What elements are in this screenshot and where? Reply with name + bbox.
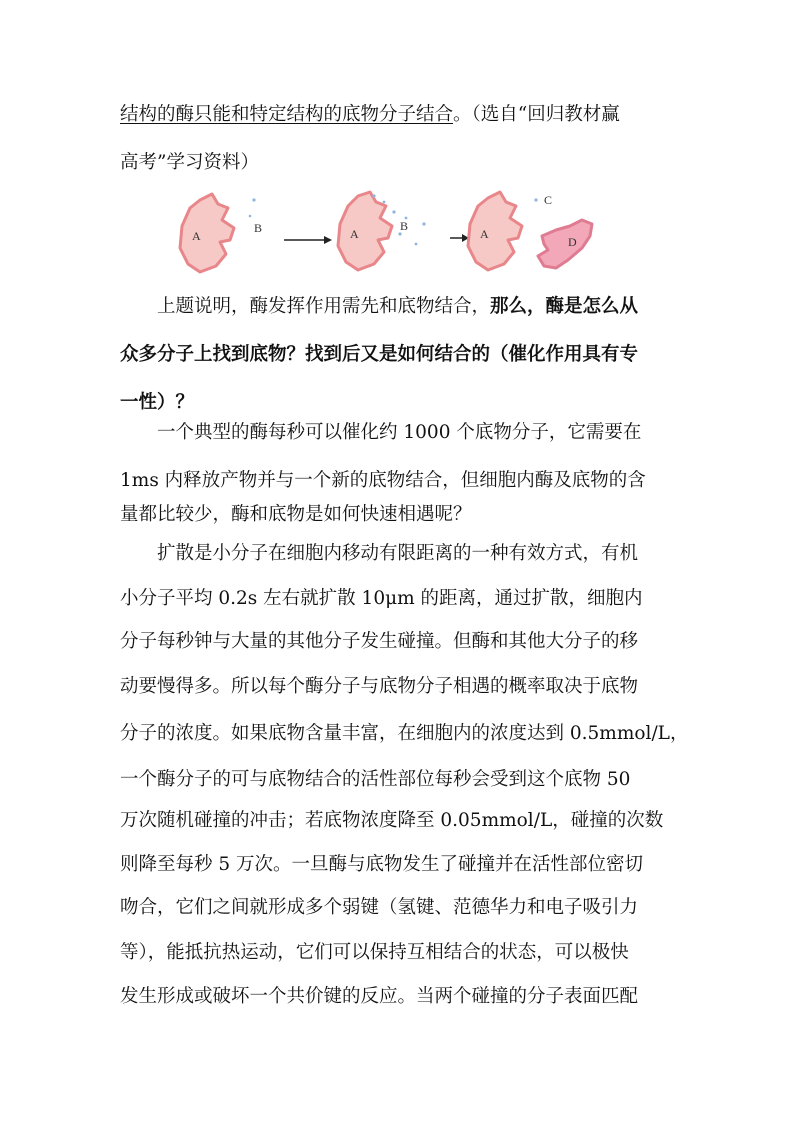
product-d-shape — [538, 220, 592, 268]
substrate-dot — [383, 201, 386, 204]
text-line — [120, 466, 646, 492]
text-line — [120, 500, 472, 526]
substrate-dot — [392, 210, 395, 213]
text-line — [120, 765, 630, 791]
text-segment: 1ms 内释放产物并与一个新的底物结合，但细胞内酶及底物的含 — [120, 470, 646, 491]
label-c: C — [544, 193, 553, 207]
text-line — [120, 672, 638, 698]
label-a1: A — [192, 229, 201, 243]
text-line — [120, 148, 259, 174]
text-segment: 动要慢得多。所以每个酶分子与底物分子相遇的概率取决于底物 — [120, 676, 639, 697]
label-b2: B — [400, 219, 409, 233]
label-a3: A — [480, 227, 489, 241]
text-segment: 则降至每秒 5 万次。一旦酶与底物发生了碰撞并在活性部位密切 — [120, 854, 644, 875]
text-line — [120, 806, 663, 832]
product-c-dot — [534, 198, 537, 201]
text-segment: 上题说明，酶发挥作用需先和底物结合， — [157, 296, 491, 317]
text-segment: 。（选自“回归教材赢 — [453, 104, 620, 125]
text-line — [157, 539, 638, 565]
text-segment: 万次随机碰撞的冲击；若底物浓度降至 0.05mmol/L，碰撞的次数 — [120, 810, 664, 831]
label-b1: B — [254, 221, 263, 235]
text-segment: 一个典型的酶每秒可以催化约 1000 个底物分子，它需要在 — [157, 422, 642, 443]
text-line — [120, 850, 643, 876]
text-segment: 等），能抵抗热运动，它们可以保持互相结合的状态，可以极快 — [120, 942, 629, 963]
text-segment: 发生形成或破坏一个共价键的反应。当两个碰撞的分子表面匹配 — [120, 986, 639, 1007]
enzyme-a2-shape — [338, 192, 392, 270]
text-line — [157, 418, 641, 444]
text-line — [120, 719, 688, 745]
text-line — [120, 938, 629, 964]
text-segment: 吻合，它们之间就形成多个弱键（氢键、范德华力和电子吸引力 — [120, 897, 639, 918]
text-line — [120, 340, 638, 366]
substrate-dot — [415, 243, 418, 246]
bold-text: 那么，酶是怎么从 — [490, 296, 639, 317]
arrow-1-head — [324, 236, 332, 244]
text-line — [120, 893, 638, 919]
text-segment: 分子的浓度。如果底物含量丰富，在细胞内的浓度达到 0.5mmol/L， — [120, 723, 689, 744]
substrate-dot — [252, 198, 255, 201]
text-line — [120, 627, 638, 653]
text-line — [157, 292, 638, 318]
label-d: D — [568, 235, 577, 249]
enzyme-a1-shape — [180, 194, 234, 272]
text-segment: 扩散是小分子在细胞内移动有限距离的一种有效方式，有机 — [157, 543, 639, 564]
substrate-dot — [372, 194, 375, 197]
label-a2: A — [350, 227, 359, 241]
text-line — [120, 982, 638, 1008]
underlined-text: 结构的酶只能和特定结构的底物分子结合 — [120, 104, 454, 125]
bold-text: 众多分子上找到底物？找到后又是如何结合的（催化作用具有专 — [120, 344, 639, 365]
text-segment: 量都比较少，酶和底物是如何快速相遇呢？ — [120, 504, 472, 525]
bold-text: 一性）？ — [120, 392, 195, 413]
enzyme-a3-shape — [468, 192, 522, 270]
text-segment: 高考”学习资料） — [120, 152, 259, 173]
substrate-dot — [422, 222, 425, 225]
substrate-dot — [249, 215, 252, 218]
text-line — [120, 388, 194, 414]
text-line — [120, 584, 643, 610]
text-line — [120, 100, 620, 126]
enzyme-substrate-figure — [172, 186, 612, 286]
text-segment: 一个酶分子的可与底物结合的活性部位每秒会受到这个底物 50 — [120, 769, 631, 790]
text-segment: 分子每秒钟与大量的其他分子发生碰撞。但酶和其他大分子的移 — [120, 631, 639, 652]
text-segment: 小分子平均 0.2s 左右就扩散 10μm 的距离，通过扩散，细胞内 — [120, 588, 643, 609]
